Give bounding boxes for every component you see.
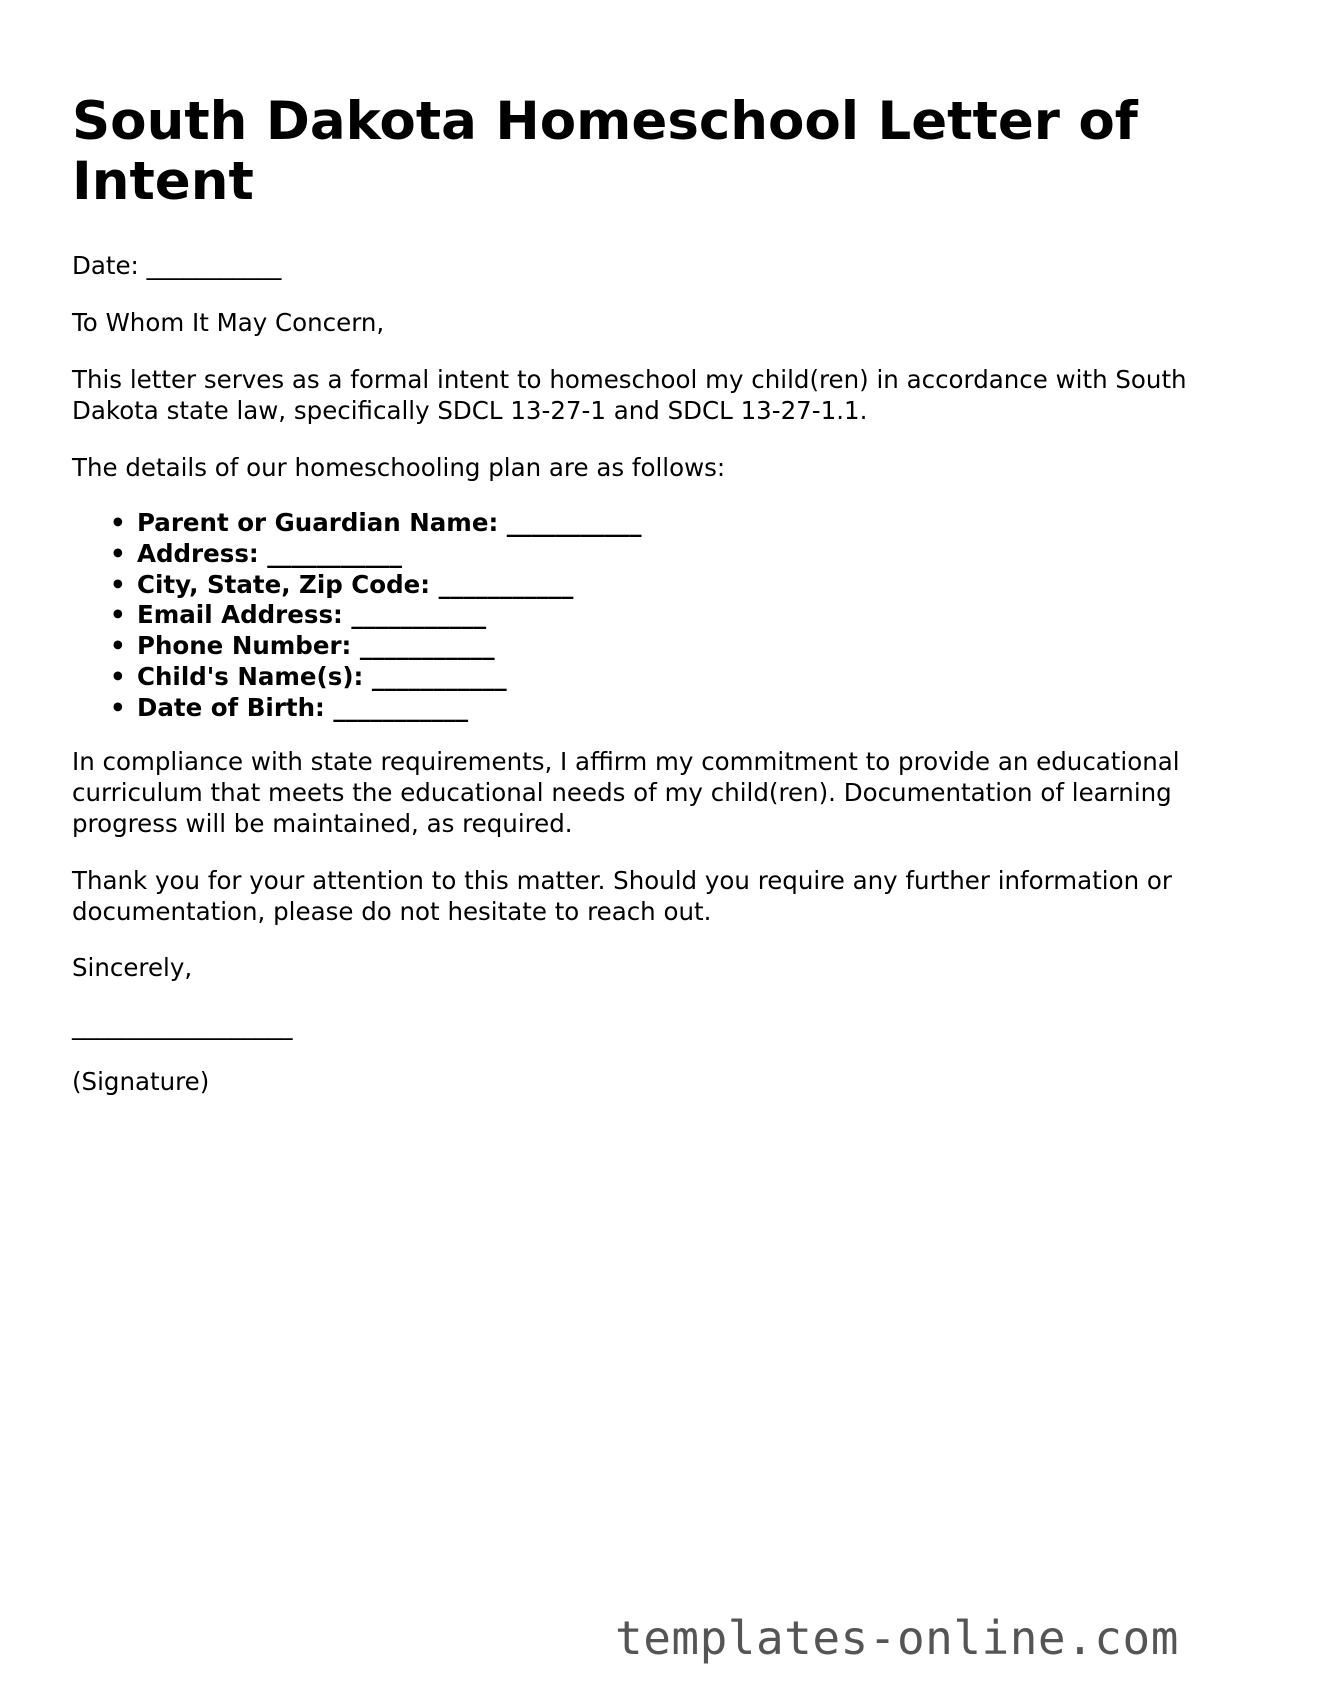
field-blank: ___________ xyxy=(267,538,402,568)
closing: Sincerely, xyxy=(72,953,193,982)
field-blank: ___________ xyxy=(438,569,574,599)
salutation: To Whom It May Concern, xyxy=(72,308,385,337)
bullet-icon: • xyxy=(110,692,126,722)
signature-line: __________________ xyxy=(72,1011,293,1040)
field-label: Child's Name(s): xyxy=(137,661,364,691)
intro-paragraph: This letter serves as a formal intent to homeschool my child(ren) in accordance with South Dakota state law, specifically SDCL 13-27-1 and SDCL 13-27-1.1. xyxy=(72,365,1187,425)
field-blank: ___________ xyxy=(351,600,487,630)
list-item xyxy=(72,539,642,570)
bullet-icon: • xyxy=(110,631,126,661)
list-item xyxy=(72,693,642,724)
field-label: Phone Number: xyxy=(137,631,352,661)
field-blank: ___________ xyxy=(359,631,495,661)
bullet-icon: • xyxy=(110,538,126,568)
compliance-paragraph: In compliance with state requirements, I affirm my commitment to provide an educational curriculum that meets the educational needs of my child(ren). Documentation of learning progress will be maintained, as required. xyxy=(72,747,1180,838)
details-intro: The details of our homeschooling plan are as follows: xyxy=(72,453,726,482)
list-item xyxy=(72,662,642,693)
field-blank: ___________ xyxy=(333,692,469,722)
field-label: Address: xyxy=(137,538,259,568)
watermark: templates-online.com xyxy=(615,1611,1179,1665)
details-list xyxy=(72,508,642,724)
field-label: Date of Birth: xyxy=(137,692,325,722)
thanks-paragraph: Thank you for your attention to this matter. Should you require any further information or documentation, please do not hesitate to reach out. xyxy=(72,866,1172,926)
list-item xyxy=(72,508,642,539)
list-item xyxy=(72,600,642,631)
field-label: Email Address: xyxy=(137,600,343,630)
bullet-icon: • xyxy=(110,569,126,599)
field-blank: ___________ xyxy=(371,661,507,691)
bullet-icon: • xyxy=(110,508,126,537)
bullet-icon: • xyxy=(110,600,126,630)
list-item xyxy=(72,631,642,662)
list-item xyxy=(72,570,642,601)
field-label: Parent or Guardian Name: xyxy=(137,508,499,537)
signature-label: (Signature) xyxy=(72,1067,210,1096)
field-blank: ___________ xyxy=(506,508,642,537)
document-title: South Dakota Homeschool Letter of Intent xyxy=(72,91,1138,212)
bullet-icon: • xyxy=(110,661,126,691)
date-line: Date: ___________ xyxy=(72,251,282,280)
field-label: City, State, Zip Code: xyxy=(137,569,431,599)
